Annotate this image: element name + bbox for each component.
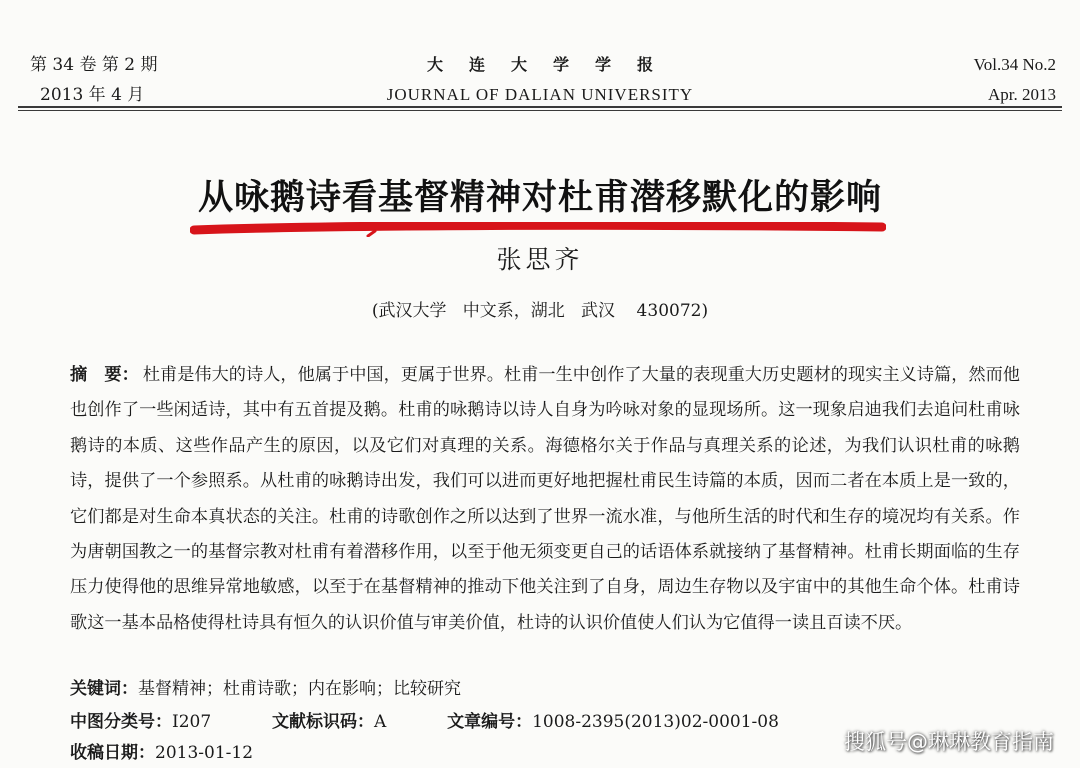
doc-code-label: 文献标识码： — [271, 712, 374, 732]
article-no-value: 1008-2395(2013)02-0001-08 — [532, 712, 779, 732]
received-date — [70, 738, 253, 768]
header-rule-thin — [18, 110, 1062, 111]
clc-value: I207 — [172, 712, 212, 732]
volume-en: Vol.34 No.2 — [973, 55, 1056, 74]
keywords-text: 基督精神；杜甫诗歌；内在影响；比较研究 — [138, 679, 461, 699]
classification-line — [70, 707, 779, 737]
header-right — [974, 50, 1056, 110]
article-no-label: 文章编号： — [447, 712, 533, 732]
keywords-label: 关键词： — [70, 679, 138, 699]
volume-cn: 第 34 卷 第 2 期 — [30, 55, 158, 75]
date-cn: 2013 年 4 月 — [40, 85, 145, 105]
abstract-label: 摘 要： — [70, 365, 139, 385]
article-title: 从咏鹅诗看基督精神对杜甫潜移默化的影响 — [197, 178, 882, 218]
red-annotation-underline — [190, 222, 886, 237]
keywords — [70, 674, 461, 704]
watermark: 搜狐号@琳琳教育指南 — [844, 730, 1054, 754]
clc-label: 中图分类号： — [70, 712, 172, 732]
author-affiliation: (武汉大学 中文系，湖北 武汉 430072) — [371, 301, 709, 321]
abstract — [70, 358, 1020, 641]
received-label: 收稿日期： — [70, 743, 155, 763]
doc-code-value: A — [373, 712, 387, 732]
header-center — [0, 50, 1080, 110]
journal-name-cn: 大连大学学报 — [426, 55, 679, 74]
header-rule-thick — [18, 106, 1062, 108]
abstract-text: 杜甫是伟大的诗人，他属于中国，更属于世界。杜甫一生中创作了大量的表现重大历史题材的现实主义诗篇，然而他也创作了一些闲适诗，其中有五首提及鹅。杜甫的咏鹅诗以诗人自身为吟咏对象的显现场所。这一现象启迪我们去追问杜甫咏鹅诗的本质、这些作品产生的原因，以及它们对真理的关系。海德格尔关于作品与真理关系的论述，为我们认识杜甫的咏鹅诗，提供了一个参照系。从杜甫的咏鹅诗出发，我们可以进而更好地把握杜甫民生诗篇的本质，因而二者在本质上是一致的，它们都是对生命本真状态的关注。杜甫的诗歌创作之所以达到了世界一流水准，与他所生活的时代和生存的境况均有关系。作为唐朝国教之一的基督宗教对杜甫有着潜移作用，以至于他无须变更自己的话语体系就接纳了基督精神。杜甫长期面临的生存压力使得他的思维异常地敏感，以至于在基督精神的推动下他关注到了自身，周边生存物以及宇宙中的其他生命个体。杜甫诗歌这一基本品格使得杜诗具有恒久的认识价值与审美价值，杜诗的认识价值使人们认为它值得一读且百读不厌。 — [70, 365, 1020, 633]
received-value: 2013-01-12 — [155, 743, 254, 763]
journal-name-en: JOURNAL OF DALIAN UNIVERSITY — [386, 85, 694, 104]
date-en: Apr. 2013 — [988, 85, 1056, 104]
author-name: 张思齐 — [496, 245, 584, 274]
